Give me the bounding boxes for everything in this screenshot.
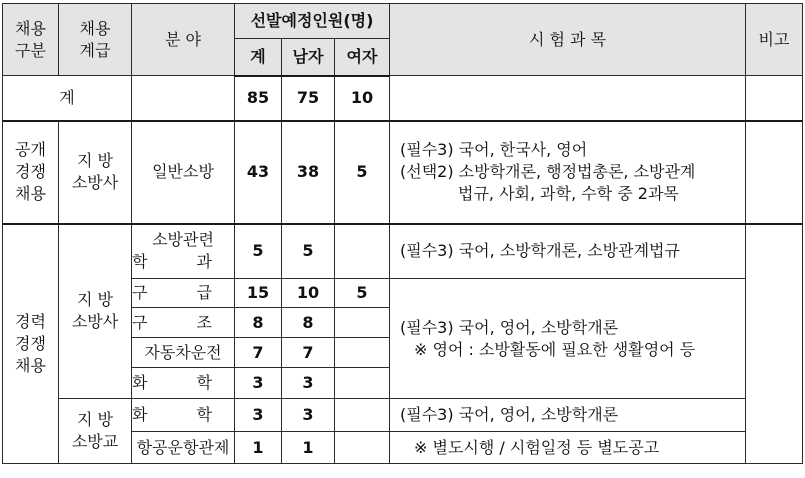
career-grade-firefighter: 지 방 소방사 [59,224,132,399]
header-male: 남자 [282,39,335,76]
career-field-rescue: 구 조 [132,308,235,338]
career-male: 7 [282,338,335,368]
header-total: 계 [235,39,282,76]
total-row-male: 75 [282,76,335,121]
recruitment-table [2,3,803,464]
total-row-field [132,76,235,121]
open-subjects: (필수3) 국어, 한국사, 영어 (선택2) 소방학개론, 행정법총론, 소방관계 법규, 사회, 과학, 수학 중 2과목 [390,121,746,224]
open-recruit-type: 공개 경쟁 채용 [3,121,59,224]
open-total: 43 [235,121,282,224]
career-female [335,224,390,279]
career-recruit-type: 경력 경쟁 채용 [3,224,59,464]
career-field-emergency: 구 급 [132,279,235,308]
career-subjects-b: (필수3) 국어, 영어, 소방학개론 ※ 영어 : 소방활동에 필요한 생활영어 등 [390,279,746,399]
career-female [335,432,390,464]
header-field: 분 야 [132,4,235,76]
header-female: 여자 [335,39,390,76]
total-row-remarks [746,76,803,121]
header-planned-count: 선발예정인원(명) [235,4,390,39]
header-remarks: 비고 [746,4,803,76]
open-remarks [746,121,803,224]
career-male: 3 [282,399,335,432]
total-row-label: 계 [3,76,132,121]
career-female: 5 [335,279,390,308]
career-field-chemistry-senior: 화 학 [132,399,235,432]
career-female [335,399,390,432]
career-field-aviation: 항공운항관제 [132,432,235,464]
total-row-female: 10 [335,76,390,121]
total-row-total: 85 [235,76,282,121]
career-subjects-c: (필수3) 국어, 영어, 소방학개론 [390,399,746,432]
career-female [335,308,390,338]
career-grade-senior-firefighter: 지 방 소방교 [59,399,132,464]
career-total: 8 [235,308,282,338]
open-female: 5 [335,121,390,224]
career-female [335,368,390,399]
career-field-chemistry: 화 학 [132,368,235,399]
career-male: 5 [282,224,335,279]
career-male: 10 [282,279,335,308]
career-male: 1 [282,432,335,464]
career-total: 1 [235,432,282,464]
career-field-driving: 자동차운전 [132,338,235,368]
career-subjects-d: ※ 별도시행 / 시험일정 등 별도공고 [390,432,746,464]
career-field-fire-dept: 소방관련 학 과 [132,224,235,279]
open-male: 38 [282,121,335,224]
career-female [335,338,390,368]
header-grade: 채용 계급 [59,4,132,76]
career-total: 15 [235,279,282,308]
header-recruit-type: 채용 구분 [3,4,59,76]
career-total: 5 [235,224,282,279]
career-male: 3 [282,368,335,399]
total-row-subjects [390,76,746,121]
header-subjects: 시 험 과 목 [390,4,746,76]
open-grade: 지 방 소방사 [59,121,132,224]
career-total: 7 [235,338,282,368]
open-field: 일반소방 [132,121,235,224]
career-subjects-a: (필수3) 국어, 소방학개론, 소방관계법규 [390,224,746,279]
career-total: 3 [235,368,282,399]
career-remarks [746,224,803,464]
career-total: 3 [235,399,282,432]
career-male: 8 [282,308,335,338]
